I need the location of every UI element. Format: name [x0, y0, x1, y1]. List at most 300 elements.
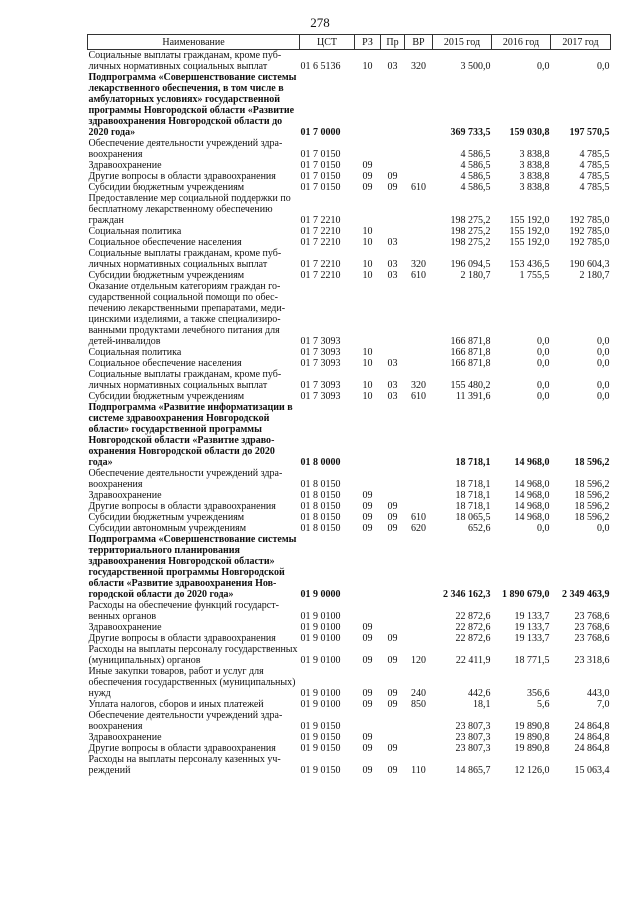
row-name: Обеспечение деятельности учреждений здравоохранения	[88, 468, 283, 490]
row-pr-code: 03	[387, 358, 398, 369]
row-value-2017: 4 785,5	[579, 149, 610, 160]
row-value-2015: 18 065,5	[455, 512, 491, 523]
table-row	[88, 358, 611, 369]
row-value-2017: 23 768,6	[574, 633, 610, 644]
row-value-2015: 22 872,6	[455, 622, 491, 633]
row-vr-code: 610	[411, 391, 426, 402]
row-vr-code	[405, 193, 433, 226]
row-name: Здравоохранение	[88, 160, 162, 171]
row-rz-code: 09	[362, 182, 373, 193]
row-pr-code	[381, 534, 405, 600]
row-vr-code: 610	[411, 270, 426, 281]
row-rz-code	[355, 468, 381, 490]
row-value-2016: 5,6	[537, 699, 550, 710]
row-value-2016: 0,0	[537, 391, 550, 402]
row-value-2016: 3 838,8	[519, 171, 550, 182]
row-pr-code	[381, 138, 405, 160]
table-row	[88, 666, 611, 699]
subprogram-row	[88, 534, 611, 600]
row-value-2016: 14 968,0	[514, 490, 550, 501]
row-value-2016: 19 133,7	[514, 633, 550, 644]
row-rz-code: 10	[362, 391, 373, 402]
row-cst-code: 01 9 0150	[300, 743, 341, 754]
row-name: Обеспечение деятельности учреждений здравоохранения	[88, 138, 283, 160]
row-pr-code: 03	[387, 237, 398, 248]
row-vr-code	[405, 732, 433, 743]
row-pr-code	[381, 226, 405, 237]
row-cst-code: 01 7 3093	[300, 391, 341, 402]
row-value-2015: 198 275,2	[450, 237, 491, 248]
table-row	[88, 248, 611, 270]
row-vr-code	[405, 347, 433, 358]
row-vr-code: 120	[411, 655, 426, 666]
row-value-2016: 14 968,0	[514, 501, 550, 512]
row-value-2015: 4 586,5	[460, 182, 491, 193]
row-rz-code: 09	[362, 523, 373, 534]
row-vr-code: 320	[411, 61, 426, 72]
row-vr-code	[405, 160, 433, 171]
row-rz-code	[355, 710, 381, 732]
table-row	[88, 633, 611, 644]
row-value-2017: 2 180,7	[579, 270, 610, 281]
row-value-2015: 198 275,2	[450, 226, 491, 237]
row-vr-code	[405, 358, 433, 369]
row-pr-code	[381, 402, 405, 468]
row-pr-code	[381, 281, 405, 347]
row-name: Социальная политика	[88, 226, 182, 237]
row-name: Субсидии бюджетным учреждениям	[88, 512, 245, 523]
row-cst-code: 01 9 0150	[300, 732, 341, 743]
row-vr-code	[405, 237, 433, 248]
row-name: Расходы на обеспечение функций государственных органов	[88, 600, 279, 622]
header-rz: РЗ	[355, 35, 381, 50]
row-value-2017: 18 596,2	[574, 457, 610, 468]
row-pr-code: 03	[387, 259, 398, 270]
row-value-2015: 18,1	[473, 699, 491, 710]
row-pr-code: 03	[387, 61, 398, 72]
table-row	[88, 281, 611, 347]
table-row	[88, 743, 611, 754]
row-name: Социальные выплаты гражданам, кроме публичных нормативных социальных выплат	[88, 248, 282, 270]
row-value-2015: 652,6	[468, 523, 491, 534]
row-rz-code	[355, 534, 381, 600]
row-vr-code: 610	[411, 512, 426, 523]
row-value-2016: 159 030,8	[509, 127, 550, 138]
row-name: Обеспечение деятельности учреждений здравоохранения	[88, 710, 283, 732]
row-value-2017: 4 785,5	[579, 182, 610, 193]
row-rz-code	[355, 138, 381, 160]
row-name: Субсидии бюджетным учреждениям	[88, 182, 245, 193]
row-value-2016: 3 838,8	[519, 160, 550, 171]
row-rz-code: 09	[362, 633, 373, 644]
row-value-2017: 23 768,6	[574, 611, 610, 622]
row-pr-code	[381, 72, 405, 138]
table-row	[88, 523, 611, 534]
row-value-2016: 0,0	[537, 61, 550, 72]
row-cst-code: 01 7 3093	[300, 380, 341, 391]
row-pr-code: 09	[387, 699, 398, 710]
row-value-2017: 18 596,2	[574, 501, 610, 512]
row-value-2015: 11 391,6	[455, 391, 491, 402]
row-name: Субсидии автономным учреждениям	[88, 523, 247, 534]
row-value-2015: 22 872,6	[455, 633, 491, 644]
row-value-2016: 3 838,8	[519, 149, 550, 160]
row-pr-code: 09	[387, 765, 398, 776]
row-value-2016: 0,0	[537, 523, 550, 534]
row-vr-code	[405, 743, 433, 754]
row-rz-code: 10	[362, 380, 373, 391]
row-value-2015: 18 718,1	[455, 479, 491, 490]
row-pr-code: 09	[387, 743, 398, 754]
row-value-2016: 18 771,5	[514, 655, 550, 666]
row-rz-code: 10	[362, 358, 373, 369]
row-cst-code: 01 9 0100	[300, 611, 341, 622]
row-value-2016: 3 838,8	[519, 182, 550, 193]
row-rz-code	[355, 281, 381, 347]
row-value-2015: 4 586,5	[460, 149, 491, 160]
row-rz-code: 09	[362, 160, 373, 171]
row-value-2016: 0,0	[537, 358, 550, 369]
row-value-2015: 2 180,7	[460, 270, 491, 281]
table-row	[88, 644, 611, 666]
row-value-2016: 1 890 679,0	[502, 589, 550, 600]
row-cst-code: 01 7 2210	[300, 226, 341, 237]
table-row	[88, 347, 611, 358]
row-pr-code: 09	[387, 688, 398, 699]
row-value-2017: 4 785,5	[579, 160, 610, 171]
row-rz-code: 09	[362, 171, 373, 182]
row-cst-code: 01 7 2210	[300, 237, 341, 248]
row-name: Здравоохранение	[88, 732, 162, 743]
row-value-2017: 0,0	[597, 391, 610, 402]
row-pr-code	[381, 490, 405, 501]
row-name: Расходы на выплаты персоналу государственных (муниципальных) органов	[88, 644, 298, 666]
row-cst-code: 01 9 0000	[300, 589, 341, 600]
row-value-2017: 2 349 463,9	[562, 589, 610, 600]
row-pr-code	[381, 710, 405, 732]
row-name: Социальные выплаты гражданам, кроме публичных нормативных социальных выплат	[88, 50, 282, 72]
header-2017: 2017 год	[551, 35, 611, 50]
row-value-2015: 18 718,1	[455, 501, 491, 512]
row-value-2017: 4 785,5	[579, 171, 610, 182]
row-value-2016: 19 890,8	[514, 732, 550, 743]
row-value-2015: 166 871,8	[450, 336, 491, 347]
row-value-2017: 24 864,8	[574, 721, 610, 732]
row-rz-code: 09	[362, 688, 373, 699]
row-vr-code	[405, 534, 433, 600]
row-value-2016: 0,0	[537, 336, 550, 347]
row-value-2015: 442,6	[468, 688, 491, 699]
row-cst-code: 01 9 0100	[300, 688, 341, 699]
row-name: Субсидии бюджетным учреждениям	[88, 270, 245, 281]
table-header-row	[88, 35, 611, 50]
row-value-2015: 23 807,3	[455, 721, 491, 732]
row-pr-code: 09	[387, 501, 398, 512]
row-value-2016: 155 192,0	[509, 226, 550, 237]
row-name: Уплата налогов, сборов и иных платежей	[88, 699, 264, 710]
row-pr-code: 03	[387, 391, 398, 402]
table-row	[88, 600, 611, 622]
row-value-2015: 14 865,7	[455, 765, 491, 776]
row-value-2015: 4 586,5	[460, 160, 491, 171]
row-name: Подпрограмма «Развитие информатизации в системе здравоохранения Новгородской области» государственной программы Новгородской области «Развитие здравоохранения Новгородской области до 2020 года»	[88, 402, 293, 468]
row-value-2017: 7,0	[597, 699, 610, 710]
table-row	[88, 160, 611, 171]
subprogram-row	[88, 72, 611, 138]
row-name: Субсидии бюджетным учреждениям	[88, 391, 245, 402]
row-vr-code	[405, 490, 433, 501]
row-pr-code: 03	[387, 270, 398, 281]
row-value-2017: 443,0	[587, 688, 610, 699]
row-value-2017: 0,0	[597, 380, 610, 391]
row-vr-code	[405, 226, 433, 237]
row-name: Другие вопросы в области здравоохранения	[88, 171, 276, 182]
header-2016: 2016 год	[492, 35, 551, 50]
row-value-2015: 23 807,3	[455, 732, 491, 743]
row-value-2017: 197 570,5	[569, 127, 610, 138]
row-value-2016: 19 890,8	[514, 721, 550, 732]
row-rz-code: 09	[362, 490, 373, 501]
row-vr-code: 320	[411, 259, 426, 270]
row-value-2017: 15 063,4	[574, 765, 610, 776]
row-cst-code: 01 8 0150	[300, 479, 341, 490]
row-value-2016: 14 968,0	[514, 479, 550, 490]
row-cst-code: 01 7 2210	[300, 215, 341, 226]
row-value-2017: 192 785,0	[569, 237, 610, 248]
row-value-2016: 19 133,7	[514, 622, 550, 633]
row-cst-code: 01 6 5136	[300, 61, 341, 72]
row-value-2017: 0,0	[597, 347, 610, 358]
row-value-2017: 0,0	[597, 336, 610, 347]
row-cst-code: 01 8 0150	[300, 501, 341, 512]
row-value-2015: 22 411,9	[455, 655, 491, 666]
row-rz-code: 09	[362, 743, 373, 754]
row-cst-code: 01 7 0150	[300, 171, 341, 182]
row-cst-code: 01 7 0150	[300, 182, 341, 193]
row-rz-code: 10	[362, 226, 373, 237]
row-name: Социальное обеспечение населения	[88, 237, 242, 248]
row-name: Подпрограмма «Совершенствование системы территориального планирования здравоохранения Новгородской области» государственной программы Новгородской области «Развитие здравоохранения Новгородской области до 2020 года»	[88, 534, 297, 600]
row-pr-code: 09	[387, 523, 398, 534]
row-value-2017: 18 596,2	[574, 479, 610, 490]
row-rz-code: 10	[362, 237, 373, 248]
row-pr-code: 09	[387, 182, 398, 193]
row-name: Социальная политика	[88, 347, 182, 358]
row-rz-code: 09	[362, 501, 373, 512]
row-cst-code: 01 8 0150	[300, 490, 341, 501]
row-vr-code	[405, 468, 433, 490]
row-vr-code: 320	[411, 380, 426, 391]
row-name: Предоставление мер социальной поддержки по бесплатному лекарственному обеспечению граждан	[88, 193, 291, 226]
row-value-2016: 19 890,8	[514, 743, 550, 754]
table-row	[88, 138, 611, 160]
row-cst-code: 01 8 0150	[300, 512, 341, 523]
row-value-2015: 18 718,1	[455, 457, 491, 468]
row-vr-code	[405, 281, 433, 347]
row-pr-code	[381, 468, 405, 490]
row-pr-code	[381, 193, 405, 226]
row-cst-code: 01 9 0100	[300, 655, 341, 666]
row-vr-code	[405, 501, 433, 512]
row-rz-code: 09	[362, 655, 373, 666]
table-row	[88, 699, 611, 710]
row-value-2016: 14 968,0	[514, 512, 550, 523]
page-number: 278	[310, 15, 330, 30]
row-value-2015: 166 871,8	[450, 358, 491, 369]
table-row	[88, 270, 611, 281]
table-row	[88, 490, 611, 501]
row-pr-code	[381, 160, 405, 171]
row-rz-code: 09	[362, 765, 373, 776]
row-value-2016: 1 755,5	[519, 270, 550, 281]
header-pr: Пр	[381, 35, 405, 50]
table-row	[88, 193, 611, 226]
row-value-2016: 0,0	[537, 347, 550, 358]
row-name: Иные закупки товаров, работ и услуг для обеспечения государственных (муниципальных) нужд	[88, 666, 296, 699]
row-value-2017: 192 785,0	[569, 226, 610, 237]
row-value-2015: 155 480,2	[450, 380, 491, 391]
row-value-2017: 0,0	[597, 523, 610, 534]
row-rz-code: 09	[362, 732, 373, 743]
table-row	[88, 622, 611, 633]
table-row	[88, 50, 611, 73]
row-name: Подпрограмма «Совершенствование системы лекарственного обеспечения, в том числе в амбулаторных условиях» государственной программы Новгородской области «Развитие здравоохранения Новгородской области до 2020 года»	[88, 72, 297, 138]
row-vr-code: 610	[411, 182, 426, 193]
header-2015: 2015 год	[433, 35, 492, 50]
table-row	[88, 391, 611, 402]
row-value-2016: 153 436,5	[509, 259, 550, 270]
row-vr-code: 620	[411, 523, 426, 534]
row-cst-code: 01 7 3093	[300, 347, 341, 358]
table-row	[88, 512, 611, 523]
row-cst-code: 01 7 3093	[300, 358, 341, 369]
row-pr-code: 09	[387, 655, 398, 666]
row-rz-code	[355, 72, 381, 138]
row-value-2017: 24 864,8	[574, 743, 610, 754]
subprogram-row	[88, 402, 611, 468]
row-value-2015: 23 807,3	[455, 743, 491, 754]
row-name: Другие вопросы в области здравоохранения	[88, 743, 276, 754]
row-vr-code: 110	[411, 765, 426, 776]
row-value-2015: 196 094,5	[450, 259, 491, 270]
table-row	[88, 237, 611, 248]
row-rz-code	[355, 193, 381, 226]
row-pr-code: 03	[387, 380, 398, 391]
row-pr-code	[381, 347, 405, 358]
row-cst-code: 01 7 0150	[300, 160, 341, 171]
row-value-2016: 19 133,7	[514, 611, 550, 622]
row-value-2015: 22 872,6	[455, 611, 491, 622]
table-row	[88, 226, 611, 237]
row-value-2015: 2 346 162,3	[443, 589, 491, 600]
row-value-2015: 198 275,2	[450, 215, 491, 226]
row-rz-code	[355, 402, 381, 468]
row-cst-code: 01 7 3093	[300, 336, 341, 347]
table-row	[88, 501, 611, 512]
row-value-2015: 3 500,0	[460, 61, 491, 72]
row-cst-code: 01 9 0150	[300, 721, 341, 732]
row-cst-code: 01 9 0100	[300, 699, 341, 710]
row-name: Здравоохранение	[88, 622, 162, 633]
row-cst-code: 01 7 2210	[300, 270, 341, 281]
row-pr-code	[381, 622, 405, 633]
row-vr-code	[405, 402, 433, 468]
table-row	[88, 754, 611, 776]
row-value-2015: 166 871,8	[450, 347, 491, 358]
row-value-2017: 190 604,3	[569, 259, 610, 270]
row-value-2015: 369 733,5	[450, 127, 491, 138]
row-vr-code: 240	[411, 688, 426, 699]
row-vr-code	[405, 138, 433, 160]
header-cst: ЦСТ	[300, 35, 355, 50]
row-pr-code: 09	[387, 633, 398, 644]
table-row	[88, 710, 611, 732]
row-value-2017: 192 785,0	[569, 215, 610, 226]
table-row	[88, 369, 611, 391]
row-cst-code: 01 9 0100	[300, 633, 341, 644]
header-vr: ВР	[405, 35, 433, 50]
row-vr-code	[405, 600, 433, 622]
row-value-2016: 155 192,0	[509, 215, 550, 226]
row-value-2017: 0,0	[597, 358, 610, 369]
row-rz-code	[355, 600, 381, 622]
row-rz-code: 10	[362, 270, 373, 281]
row-vr-code	[405, 72, 433, 138]
row-name: Другие вопросы в области здравоохранения	[88, 501, 276, 512]
row-rz-code: 09	[362, 699, 373, 710]
row-pr-code: 09	[387, 512, 398, 523]
row-name: Оказание отдельным категориям граждан государственной социальной помощи по обеспечению лекарственными препаратами, медицинскими изделиями, а также специализированными продуктами лечебного питания для детей-инвалидов	[88, 281, 286, 347]
row-name: Здравоохранение	[88, 490, 162, 501]
header-name: Наименование	[88, 35, 300, 50]
row-value-2017: 0,0	[597, 61, 610, 72]
row-value-2016: 14 968,0	[514, 457, 550, 468]
row-rz-code: 10	[362, 347, 373, 358]
row-cst-code: 01 7 0000	[300, 127, 341, 138]
row-cst-code: 01 9 0150	[300, 765, 341, 776]
budget-table	[87, 34, 611, 776]
row-value-2017: 23 768,6	[574, 622, 610, 633]
row-cst-code: 01 7 2210	[300, 259, 341, 270]
row-rz-code: 09	[362, 512, 373, 523]
row-cst-code: 01 9 0100	[300, 622, 341, 633]
table-row	[88, 182, 611, 193]
row-value-2016: 356,6	[527, 688, 550, 699]
row-value-2015: 18 718,1	[455, 490, 491, 501]
row-value-2016: 155 192,0	[509, 237, 550, 248]
table-row	[88, 732, 611, 743]
row-value-2016: 0,0	[537, 380, 550, 391]
table-row	[88, 468, 611, 490]
row-cst-code: 01 8 0150	[300, 523, 341, 534]
row-name: Социальное обеспечение населения	[88, 358, 242, 369]
row-vr-code	[405, 710, 433, 732]
row-value-2017: 18 596,2	[574, 512, 610, 523]
row-rz-code: 10	[362, 61, 373, 72]
row-rz-code: 09	[362, 622, 373, 633]
row-pr-code	[381, 732, 405, 743]
row-cst-code: 01 7 0150	[300, 149, 341, 160]
row-vr-code	[405, 171, 433, 182]
row-vr-code	[405, 622, 433, 633]
row-value-2017: 18 596,2	[574, 490, 610, 501]
row-name: Расходы на выплаты персоналу казенных учреждений	[88, 754, 281, 776]
row-value-2017: 24 864,8	[574, 732, 610, 743]
row-vr-code	[405, 633, 433, 644]
row-value-2015: 4 586,5	[460, 171, 491, 182]
row-name: Социальные выплаты гражданам, кроме публичных нормативных социальных выплат	[88, 369, 282, 391]
row-value-2017: 23 318,6	[574, 655, 610, 666]
